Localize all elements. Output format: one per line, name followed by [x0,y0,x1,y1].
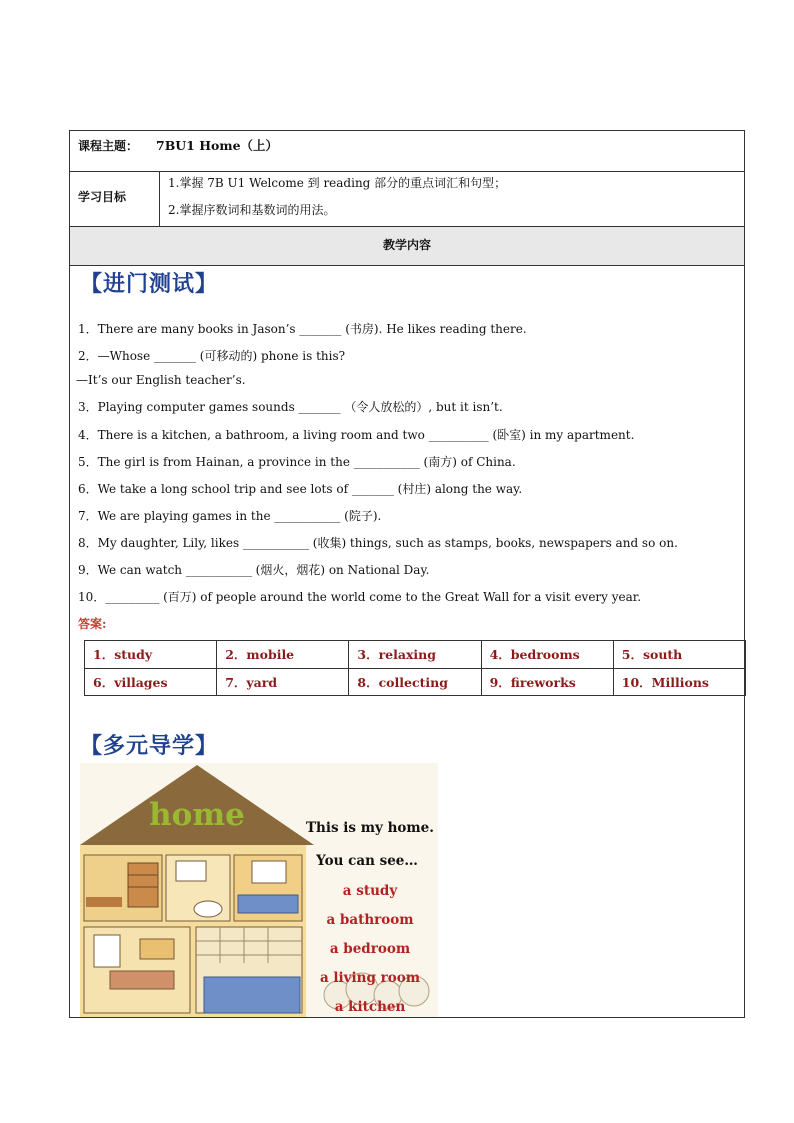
answer-cell: 4．bedrooms [481,641,613,669]
guided-study-title: 【多元导学】 [80,734,219,759]
question-2-reply: —It’s our English teacher’s. [76,373,246,387]
question-1: 1．There are many books in Jason’s _______ (书房). He likes reading there. [78,322,527,336]
answer-cell: 3．relaxing [349,641,481,669]
picture-item-kitchen: a kitchen [334,999,406,1015]
picture-item-study: a study [342,883,398,899]
answer-cell: 1．study [85,641,217,669]
divider [70,265,744,266]
topic-label: 课程主题： [78,139,139,153]
question-5: 5．The girl is from Hainan, a province in the ___________ (南方) of China. [78,455,516,469]
question-8: 8．My daughter, Lily, likes ___________ (收集) things, such as stamps, books, newspapers and so on. [78,536,678,550]
picture-item-living-room: a living room [319,970,421,986]
entry-test-title: 【进门测试】 [80,272,219,297]
goal-2: 2.掌握序数词和基数词的用法。 [168,203,336,217]
answer-cell: 2．mobile [217,641,349,669]
home-illustration [80,763,438,1017]
answer-cell: 9．fireworks [481,668,613,696]
answer-label: 答案: [78,617,107,631]
question-9: 9．We can watch ___________ (烟火，烟花) on National Day. [78,563,430,577]
answer-cell: 7．yard [217,668,349,696]
question-10: 10．_________ (百万) of people around the world come to the Great Wall for a visit every year. [78,590,642,604]
answer-table [84,640,746,696]
question-3: 3．Playing computer games sounds _______ （令人放松的）, but it isn’t. [78,400,503,414]
table-row [85,641,746,669]
table-row [85,668,746,696]
picture-item-bedroom: a bedroom [329,941,411,957]
lesson-table [69,130,745,1018]
content-heading: 教学内容 [382,238,431,252]
divider [159,171,160,226]
question-2: 2．—Whose _______ (可移动的) phone is this? [78,349,346,363]
question-4: 4．There is a kitchen, a bathroom, a living room and two __________ (卧室) in my apartment. [78,428,635,442]
answer-cell: 10．Millions [613,668,745,696]
answer-cell: 8．collecting [349,668,481,696]
roof-word: home [149,797,245,833]
picture-line-2: You can see… [316,853,418,869]
answer-cell: 5．south [613,641,745,669]
divider [70,171,744,172]
answer-cell: 6．villages [85,668,217,696]
picture-line-1: This is my home. [306,820,434,836]
question-6: 6．We take a long school trip and see lots of _______ (村庄) along the way. [78,482,523,496]
question-7: 7．We are playing games in the ___________ (院子). [78,509,382,523]
picture-item-bathroom: a bathroom [326,912,414,928]
topic-value: 7BU1 Home（上） [156,138,279,153]
goal-1: 1.掌握 7B U1 Welcome 到 reading 部分的重点词汇和句型； [168,176,507,190]
goal-label: 学习目标 [78,190,127,204]
